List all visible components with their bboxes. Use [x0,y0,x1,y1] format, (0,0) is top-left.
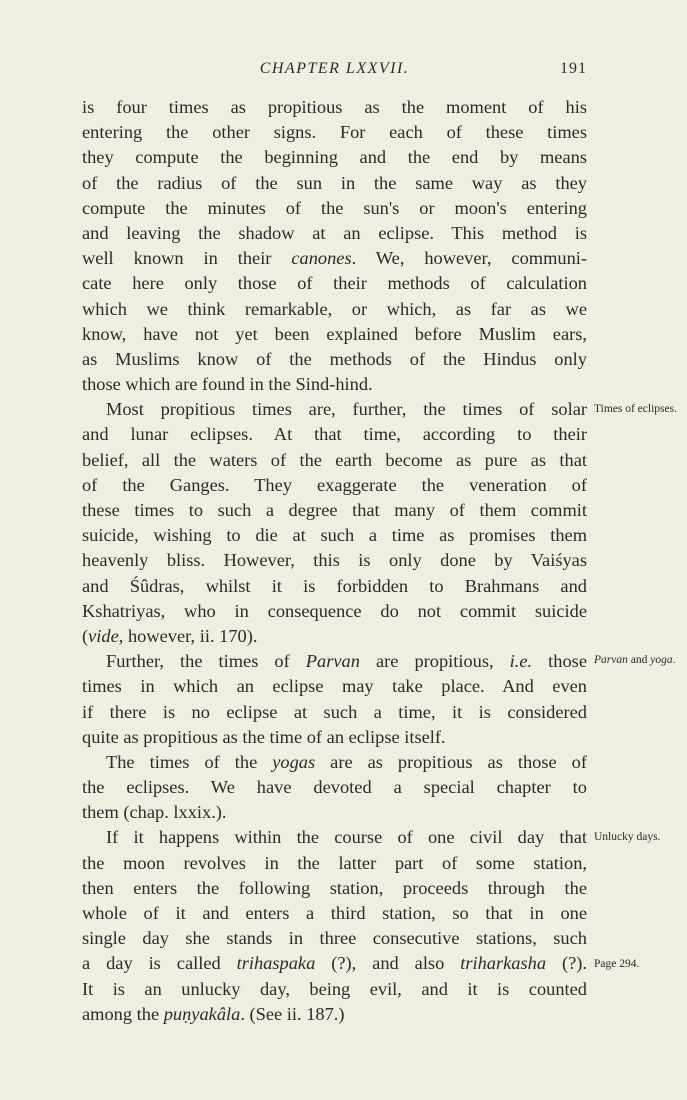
text-line: among the puṇyakâla. (See ii. 187.) [82,1003,345,1024]
text-line: (vide, however, ii. 170). [82,625,258,646]
text-line: a day is called trihaspaka (?), and also triharkasha (?). [82,953,588,974]
text-line: quite as propitious as the time of an eclipse itself. [82,726,446,747]
text-line: well known in their canones. We, however, communi- [82,248,587,269]
text-line: The times of the yogas are as propitious as those of [106,751,587,772]
text-line: whole of it and enters a third station, so that in one [82,903,587,923]
text-line: of the radius of the sun in the same way as they [82,172,587,193]
running-head [82,58,587,84]
text-line: cate here only those of their methods of calculation [82,273,587,294]
body-text [82,95,587,1027]
text-line: suicide, wishing to die at such a time as promises them [82,525,587,546]
text-line: then enters the following station, proceeds through the [82,877,587,898]
chapter-title: CHAPTER LXXVII. [259,60,410,77]
text-line: Further, the times of Parvan are propitious, i.e. those [106,651,587,672]
text-line: these times to such a degree that many of them commit [82,500,587,520]
text-line: single day she stands in three consecutive stations, such [82,928,587,949]
page-number: 191 [560,60,587,77]
text-line: of the Ganges. They exaggerate the veneration of [82,474,587,495]
text-line: heavenly bliss. However, this is only done by Vaiśyas [82,550,587,571]
text-line: Kshatriyas, who in consequence do not commit suicide [82,600,587,621]
margin-note-eclipses: Times of eclipses. [594,403,677,415]
margin-note-parvan: Parvan and yoga. [594,654,676,666]
margin-note-unlucky-days: Unlucky days. [594,831,661,843]
text-line: the moon revolves in the latter part of some station, [82,852,587,873]
text-line: and Śûdras, whilst it is forbidden to Brahmans and [82,575,587,596]
margin-note-page-ref: Page 294. [594,958,640,970]
text-line: as Muslims know of the methods of the Hindus only [82,348,587,369]
text-line: entering the other signs. For each of these times [82,122,587,143]
text-line: the eclipses. We have devoted a special chapter to [82,777,587,798]
text-line: is four times as propitious as the moment of his [82,97,587,117]
text-line: Most propitious times are, further, the times of solar [106,399,587,420]
text-line: If it happens within the course of one civil day that [106,827,587,848]
text-line: them (chap. lxxix.). [82,802,227,823]
text-line: which we think remarkable, or which, as far as we [82,298,587,319]
text-line: compute the minutes of the sun's or moon's entering [82,197,587,218]
text-line: know, have not yet been explained before Muslim ears, [82,323,587,344]
text-line: those which are found in the Sind-hind. [82,374,373,395]
text-line: It is an unlucky day, being evil, and it is counted [82,978,587,999]
text-line: they compute the beginning and the end by means [82,147,587,168]
text-line: times in which an eclipse may take place. And even [82,676,587,697]
text-line: if there is no eclipse at such a time, it is considered [82,701,587,722]
text-line: belief, all the waters of the earth become as pure as that [82,449,587,470]
text-line: and lunar eclipses. At that time, according to their [82,424,587,445]
text-line: and leaving the shadow at an eclipse. This method is [82,222,587,243]
